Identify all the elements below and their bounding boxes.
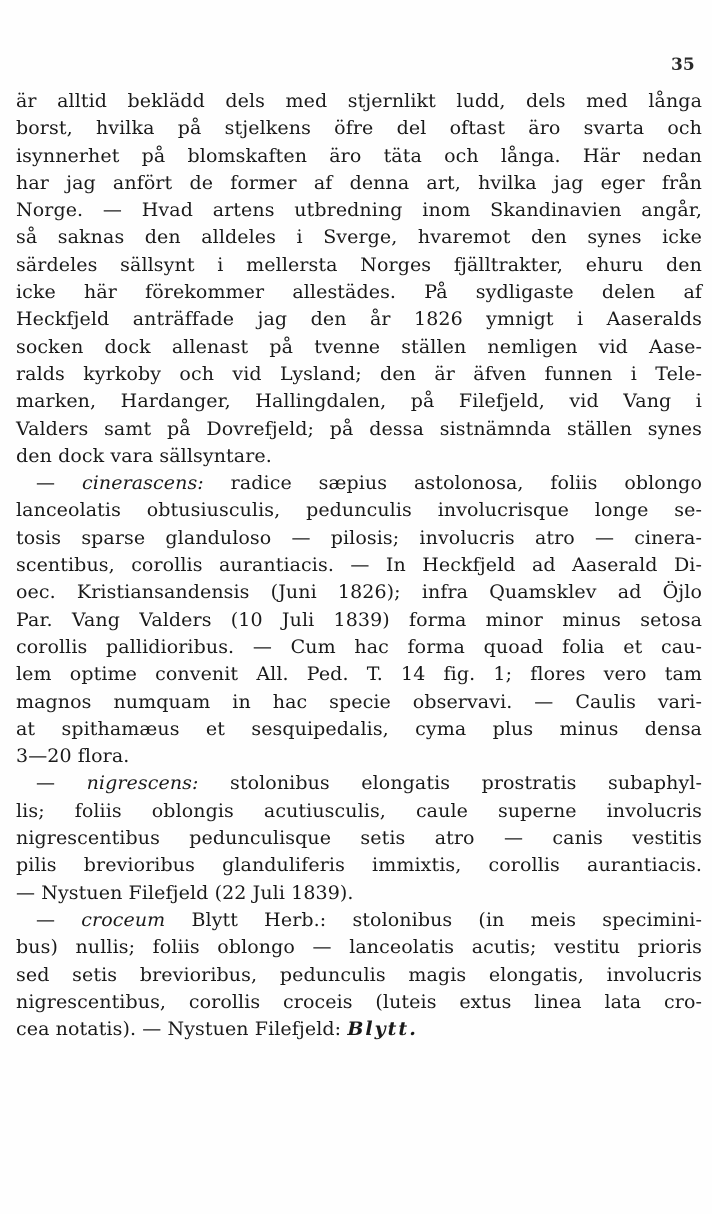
line-text: så saknas den alldeles i Sverge, hvaremot den synes icke <box>16 226 702 249</box>
line-text: lem optime convenit All. Ped. T. 14 fig. 1; flores vero tam <box>16 663 702 686</box>
line-text: nigrescentibus, corollis croceis (luteis extus linea lata cro- <box>16 990 702 1013</box>
text-line <box>16 279 702 306</box>
line-text: är alltid beklädd dels med stjernlikt ludd, dels med långa <box>16 90 702 112</box>
line-text: oec. Kristiansandensis (Juni 1826); infra Quamsklev ad Öjlo <box>16 581 702 604</box>
line-text: har jag anfört de former af denna art, hvilka jag eger från <box>16 171 702 194</box>
text-line <box>16 989 702 1016</box>
text-line <box>16 88 702 115</box>
text-line <box>16 552 702 579</box>
dash-prefix: — <box>36 908 82 931</box>
line-text: — Nystuen Filefjeld (22 Juli 1839). <box>16 881 354 904</box>
text-line <box>16 170 702 197</box>
line-text: Valders samt på Dovrefjeld; på dessa sistnämnda ställen synes <box>16 417 702 440</box>
text-line <box>16 416 702 443</box>
line-text: pilis brevioribus glanduliferis immixtis, corollis aurantiacis. <box>16 854 702 877</box>
text-line <box>16 224 702 251</box>
line-text: bus) nullis; foliis oblongo — lanceolatis acutis; vestitu prioris <box>16 936 702 959</box>
dash-prefix: — <box>36 472 82 495</box>
text-line <box>16 334 702 361</box>
variety-name: nigrescens: <box>86 772 199 795</box>
text-line <box>16 361 702 388</box>
text-line <box>16 880 702 907</box>
line-text: magnos numquam in hac specie observavi. — Caulis vari- <box>16 690 702 713</box>
text-line <box>16 716 702 743</box>
line-text: Norge. — Hvad artens utbredning inom Skandinavien angår, <box>16 199 702 222</box>
text-line <box>16 497 702 524</box>
text-line <box>16 252 702 279</box>
line-text: den dock vara sällsyntare. <box>16 444 272 467</box>
text-line <box>16 798 702 825</box>
line-text: scentibus, corollis aurantiacis. — In Heckfjeld ad Aaserald Di- <box>16 554 702 577</box>
line-text: 3—20 flora. <box>16 745 130 768</box>
line-text: Heckfjeld anträffade jag den år 1826 ymnigt i Aaseralds <box>16 308 702 331</box>
text-line <box>16 470 702 497</box>
line-text: nigrescentibus pedunculisque setis atro — canis vestitis <box>16 827 702 850</box>
text-line <box>16 962 702 989</box>
line-text: stolonibus elongatis prostratis subaphyl- <box>198 772 702 795</box>
author-name: Blytt. <box>347 1018 418 1041</box>
dash-prefix: — <box>36 772 87 795</box>
text-line <box>16 607 702 634</box>
variety-name: croceum <box>81 908 166 931</box>
line-text: socken dock allenast på tvenne ställen nemligen vid Aase- <box>16 335 702 358</box>
text-line <box>16 197 702 224</box>
line-text: corollis pallidioribus. — Cum hac forma quoad folia et cau- <box>16 635 702 658</box>
text-line <box>16 852 702 879</box>
text-line <box>16 525 702 552</box>
text-line <box>16 443 702 470</box>
line-text: marken, Hardanger, Hallingdalen, på Filefjeld, vid Vang i <box>16 390 702 413</box>
line-text: lis; foliis oblongis acutiusculis, caule superne involucris <box>16 799 702 822</box>
text-line <box>16 825 702 852</box>
line-text: särdeles sällsynt i mellersta Norges fjälltrakter, ehuru den <box>16 253 702 276</box>
line-text: lanceolatis obtusiusculis, pedunculis involucrisque longe se- <box>16 499 702 522</box>
line-text: Blytt Herb.: stolonibus (in meis specimini- <box>165 908 702 931</box>
line-text: icke här förekommer allestädes. På sydligaste delen af <box>16 281 702 304</box>
line-text: cea notatis). — Nystuen Filefjeld: <box>16 1018 348 1041</box>
text-line <box>16 143 702 170</box>
text-line <box>16 388 702 415</box>
text-line <box>16 306 702 333</box>
line-text: radice sæpius astolonosa, foliis oblongo <box>203 472 702 495</box>
line-text: sed setis brevioribus, pedunculis magis elongatis, involucris <box>16 963 702 986</box>
text-line <box>16 770 702 797</box>
variety-name: cinerascens: <box>81 472 204 495</box>
body-text <box>16 88 702 1043</box>
line-text: at spithamæus et sesquipedalis, cyma plus minus densa <box>16 717 702 740</box>
text-line <box>16 907 702 934</box>
text-line <box>16 689 702 716</box>
text-line <box>16 634 702 661</box>
text-line <box>16 934 702 961</box>
line-text: isynnerhet på blomskaften äro täta och långa. Här nedan <box>16 144 702 167</box>
line-text: tosis sparse glanduloso — pilosis; involucris atro — cinera- <box>16 526 702 549</box>
line-text: Par. Vang Valders (10 Juli 1839) forma minor minus setosa <box>16 608 702 631</box>
text-line <box>16 579 702 606</box>
page-number: 35 <box>671 55 695 75</box>
text-line <box>16 743 702 770</box>
text-line <box>16 115 702 142</box>
text-line <box>16 661 702 688</box>
line-text: ralds kyrkoby och vid Lysland; den är äfven funnen i Tele- <box>16 362 702 385</box>
line-text: borst, hvilka på stjelkens öfre del oftast äro svarta och <box>16 117 702 140</box>
text-line <box>16 1016 702 1043</box>
